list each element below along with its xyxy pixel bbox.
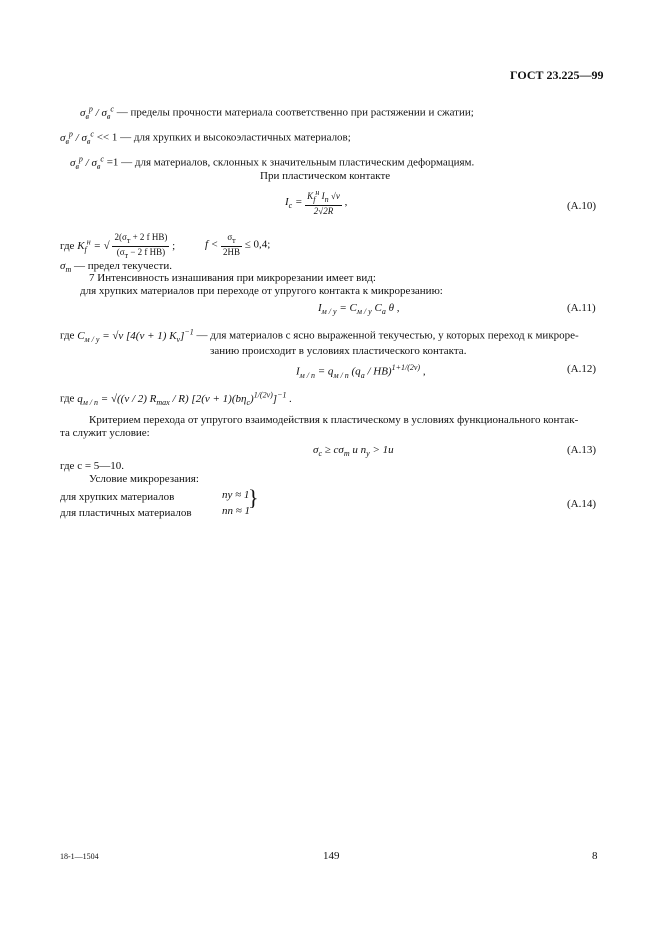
equation-a11: $I_{м / у} = C_{м / у}$ $C_а$ θ , bbox=[318, 302, 400, 317]
equation-number-a10: (А.10) bbox=[567, 200, 597, 212]
c-value-line: где c = 5—10. bbox=[60, 460, 125, 472]
standard-header: ГОСТ 23.225—99 bbox=[510, 68, 604, 82]
criterion-line: Критерием перехода от упругого взаимодействия к пластическому в условиях функционального контак- bbox=[89, 414, 579, 426]
q-definition-line bbox=[60, 390, 292, 408]
yield-limit-text: — предел текучести. bbox=[73, 260, 172, 272]
equation-a13: $\sigma_с \ge c\sigma_т$ и $n_у > 1и$ bbox=[313, 444, 394, 459]
c-definition-text: — для материалов с ясно выраженной текучестью, у которых переход к микроре- bbox=[196, 329, 579, 342]
right-brace-icon: } bbox=[248, 485, 259, 510]
brittle-condition-label: для хрупких материалов bbox=[60, 491, 175, 503]
equation-a12: $I_{м / п} = q_{м / п}$ $(q_а / HB)^{1+1/(2\nu)}$ , bbox=[296, 363, 426, 380]
footer-page-number: 149 bbox=[323, 850, 340, 862]
equation-number-a12: (А.12) bbox=[567, 363, 597, 375]
where-label-2: где bbox=[60, 329, 75, 342]
plastic-condition-formula: nп ≈ 1 bbox=[222, 505, 251, 517]
microcutting-condition-heading: Условие микрорезания: bbox=[89, 473, 199, 485]
eq10-lhs: $I_с$ = bbox=[285, 196, 303, 211]
strength-limits-line bbox=[80, 104, 474, 122]
sigma-ratio-symbol: $\sigma_в^р / \sigma_в^с$ bbox=[80, 104, 114, 121]
where-label-3: где bbox=[60, 392, 75, 405]
sigma-ratio-symbol-3: $\sigma_в^р / \sigma_в^с$ bbox=[70, 154, 104, 171]
plastic-materials-text: =1 — для материалов, склонных к значительным пластическим деформациям. bbox=[106, 156, 475, 169]
k-definition-fraction: $\frac{2(\sigma_т + 2 f HB)}{(\sigma_т - 2 f HB)}$ bbox=[114, 232, 168, 260]
equation-a10: $I_с$ = $\frac{K_f^н I_п √\nu}{2√2R}$ , bbox=[285, 188, 348, 216]
c-definition-formula: $C_{м / у} = √\nu$ [4(ν + 1) $K_\nu]^{-1}$ bbox=[77, 327, 194, 344]
c-definition-line bbox=[60, 327, 579, 345]
friction-condition: f < $\frac{\sigma_т}{2HB}$ ≤ 0,4; bbox=[205, 232, 271, 257]
where-label-1: где bbox=[60, 239, 75, 252]
q-definition-formula: $q_{м / п} = √((\nu / 2)$ $R_{max} / R$) $[2(\nu + 1)(b\eta_с)^{1/(2\nu)}]^{-1}$ . bbox=[77, 390, 292, 407]
criterion-line-2: та служит условие: bbox=[60, 427, 150, 439]
brittle-materials-line bbox=[60, 129, 351, 147]
k-definition-line: где $K_f^н$ = √ $\frac{2(\sigma_т + 2 f HB)}{(\sigma_т - 2 f HB)}$ ; bbox=[60, 232, 176, 260]
friction-limit: ≤ 0,4; bbox=[244, 238, 271, 251]
k-definition-formula: $K_f^н$ = √ bbox=[77, 237, 110, 255]
friction-fraction: $\frac{\sigma_т}{2HB}$ bbox=[222, 232, 240, 257]
equation-number-a13: (А.13) bbox=[567, 444, 597, 456]
intensity-heading: 7 Интенсивность изнашивания при микрорезании имеет вид: bbox=[89, 272, 376, 284]
plastic-contact-continuation: занию происходит в условиях пластического контакта. bbox=[210, 345, 467, 357]
equation-number-a11: (А.11) bbox=[567, 302, 596, 314]
strength-limits-text: — пределы прочности материала соответственно при растяжении и сжатии; bbox=[116, 106, 474, 119]
eq10-fraction: $\frac{K_f^н I_п √\nu}{2√2R}$ bbox=[307, 188, 340, 216]
plastic-contact-heading: При пластическом контакте bbox=[260, 170, 391, 182]
sigma-ratio-symbol-2: $\sigma_в^р / \sigma_в^с$ bbox=[60, 129, 94, 146]
equation-number-a14: (А.14) bbox=[567, 498, 597, 510]
yield-limit-line: $\sigma_т$ — предел текучести. bbox=[60, 260, 172, 275]
footer-sheet-number: 8 bbox=[592, 850, 598, 862]
brittle-condition-formula: nу ≈ 1 bbox=[222, 489, 250, 501]
plastic-condition-label: для пластичных материалов bbox=[60, 507, 192, 519]
brittle-materials-text: << 1 — для хрупких и высокоэластичных материалов; bbox=[96, 131, 351, 144]
brittle-transition-line: для хрупких материалов при переходе от упругого контакта к микрорезанию: bbox=[80, 285, 443, 297]
footer-print-code: 18-1—1504 bbox=[60, 852, 99, 861]
